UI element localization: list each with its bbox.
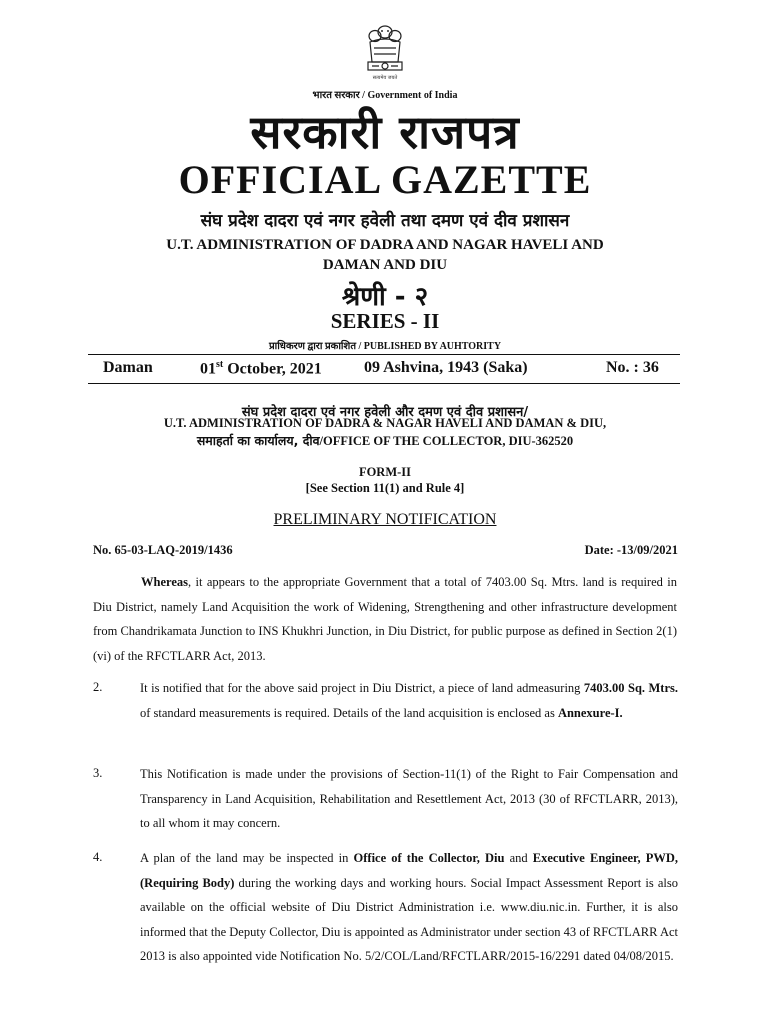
reference-number: No. 65-03-LAQ-2019/1436 xyxy=(93,543,233,557)
divider-top xyxy=(88,354,680,355)
office-english: U.T. ADMINISTRATION OF DADRA & NAGAR HAVELI AND DAMAN & DIU, xyxy=(163,416,607,430)
collector-office xyxy=(0,432,770,449)
item-text: This Notification is made under the provisions of Section-11(1) of the Right to Fair Compensation and Transparency in Land Acquisition, Rehabilitation and Resettlement Act, 2013 (30 of RFCTLARR, 2013), to all whom it may concern. xyxy=(140,767,678,830)
administration-hindi: संघ प्रदेश दादरा एवं नगर हवेली तथा दमण एवं दीव प्रशासन xyxy=(200,211,570,231)
series-english: SERIES - II xyxy=(330,309,440,333)
gazette-title-english: OFFICIAL GAZETTE xyxy=(178,157,592,202)
gazette-title-hindi: सरकारी राजपत्र xyxy=(250,105,520,159)
office-hindi: संघ प्रदेश दादरा एवं नगर हवेली और दमण एवं दीव प्रशासन/ xyxy=(241,405,529,420)
item-bold: 7403.00 Sq. Mtrs. xyxy=(583,681,678,695)
issue-date xyxy=(200,359,322,378)
issue-day-suffix: st xyxy=(216,359,224,370)
item-number: 2. xyxy=(93,680,103,694)
national-emblem-icon xyxy=(360,22,410,84)
collector-office-english: /OFFICE OF THE COLLECTOR, DIU-362520 xyxy=(319,434,574,448)
divider-bottom xyxy=(88,383,680,384)
item-bold: Annexure-I. xyxy=(557,705,623,720)
item-bold: Executive Engineer, PWD, (Requiring Body) xyxy=(140,851,678,890)
paragraph-item xyxy=(140,676,678,725)
item-text: during the working days and working hours. Social Impact Assessment Report is also available on the official website of Diu District Administration i.e. www.diu.nic.in. Further, it is also informed that the Deputy Collector, Diu is appointed as Administrator under section 43 of RFCTLARR Act 2013 is also appointed vide Notification No. 5/2/COL/Land/RFCTLARR/2015-16/2291 dated 04/08/2015. xyxy=(140,875,678,963)
administration-english-line1: U.T. ADMINISTRATION OF DADRA AND NAGAR HAVELI AND xyxy=(166,237,604,253)
reference-date: Date: -13/09/2021 xyxy=(584,543,678,557)
item-text: It is notified that for the above said project in Diu District, a piece of land admeasuring xyxy=(140,681,584,695)
paragraph-item xyxy=(140,762,678,836)
intro-bold: Whereas xyxy=(141,575,188,589)
item-text: and xyxy=(504,851,533,865)
issue-place: Daman xyxy=(103,359,153,376)
intro-paragraph xyxy=(93,570,677,668)
issue-month-year: October, 2021 xyxy=(223,360,322,378)
item-number: 4. xyxy=(93,850,103,864)
issue-day: 01 xyxy=(200,360,216,378)
item-number: 3. xyxy=(93,766,103,780)
administration-english xyxy=(0,235,770,275)
series-hindi: श्रेणी - २ xyxy=(341,282,429,312)
form-title: FORM-II xyxy=(358,465,412,479)
published-by-authority: प्राधिकरण द्वारा प्रकाशित / PUBLISHED BY AUHTORITY xyxy=(268,341,502,352)
notification-heading: PRELIMINARY NOTIFICATION xyxy=(273,511,497,528)
item-bold: Office of the Collector, Diu xyxy=(353,851,505,865)
item-text: of standard measurements is required. Details of the land acquisition is enclosed as xyxy=(140,705,558,720)
collector-office-hindi: समाहर्ता का कार्यालय, दीव xyxy=(196,433,320,448)
administration-english-line2: DAMAN AND DIU xyxy=(322,257,448,273)
saka-date: 09 Ashvina, 1943 (Saka) xyxy=(364,359,528,376)
paragraph-item xyxy=(140,846,678,969)
issue-number: No. : 36 xyxy=(606,359,659,376)
svg-text:सत्यमेव जयते: सत्यमेव जयते xyxy=(372,75,398,81)
intro-text: , it appears to the appropriate Government that a total of 7403.00 Sq. Mtrs. land is required in Diu District, namely Land Acquisition the work of Widening, Strengthening and other infrastructure development from Chandrikamata Junction to INS Khukhri Junction, in Diu District, for public purpose as defined in Section 2(1) (vi) of the RFCTLARR Act, 2013. xyxy=(93,575,677,663)
government-label: भारत सरकार / Government of India xyxy=(312,90,458,101)
item-text: A plan of the land may be inspected in xyxy=(140,851,354,865)
form-section: [See Section 11(1) and Rule 4] xyxy=(305,481,465,495)
